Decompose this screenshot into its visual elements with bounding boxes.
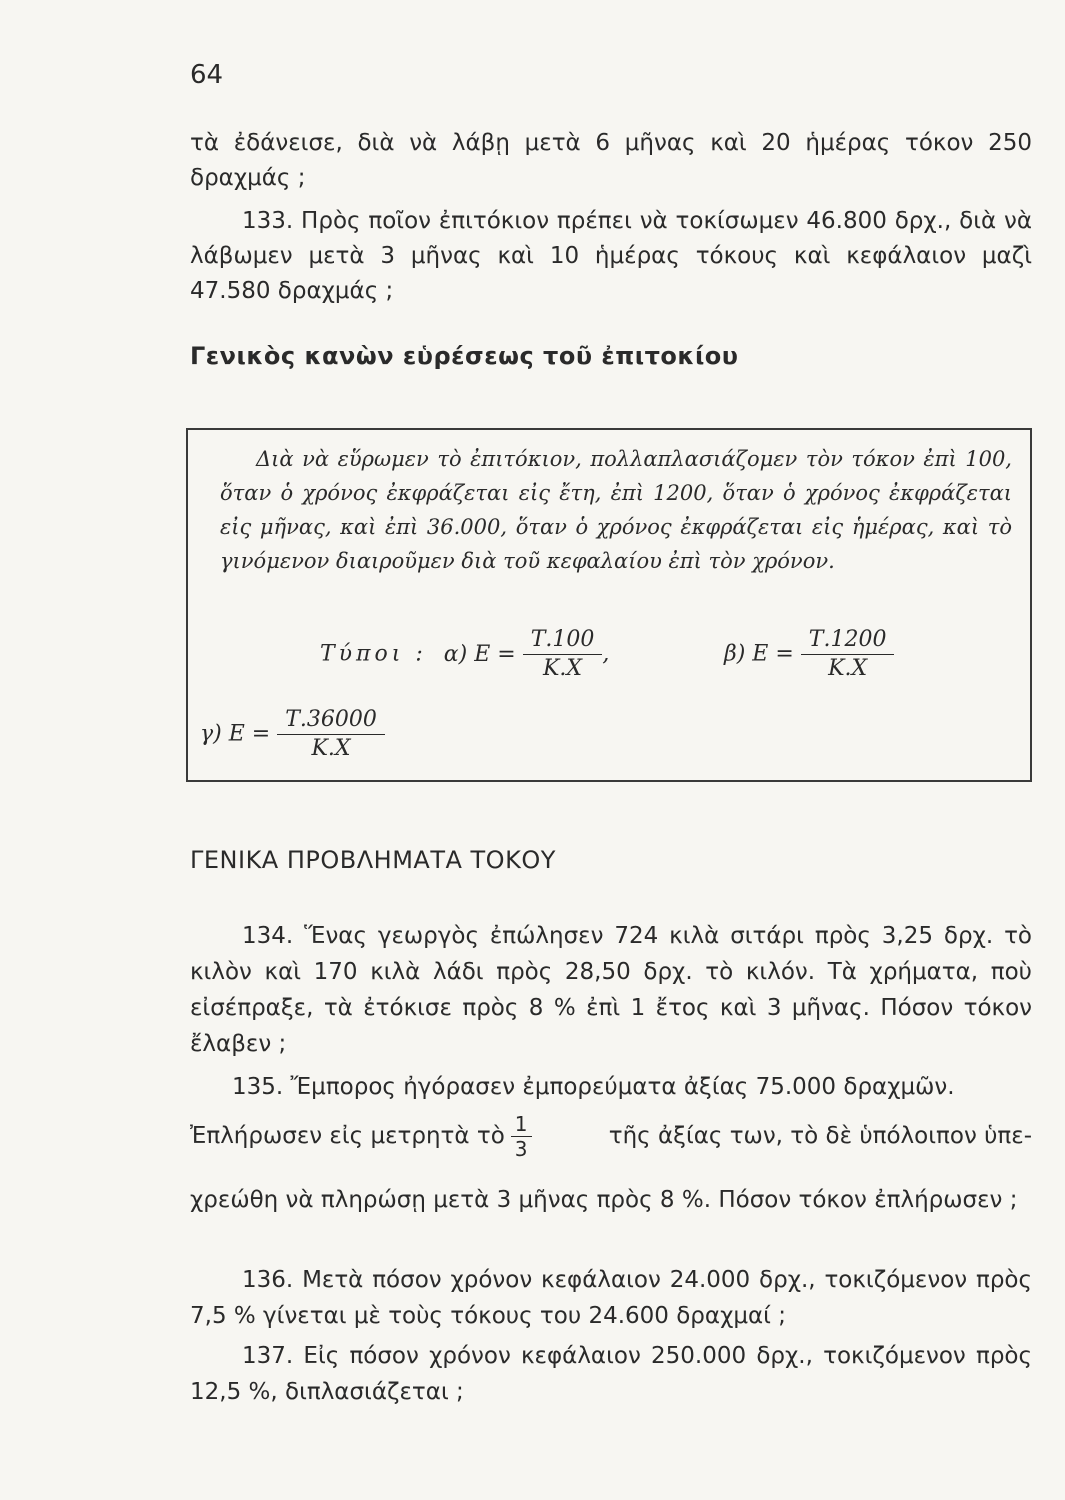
fraction-numerator: 1 [511, 1112, 532, 1137]
problem-135-line2-after: τῆς ἀξίας των, τὸ δὲ ὑπόλοιπον ὑπε- [608, 1123, 1032, 1149]
formula-b-prefix: β) Ε = [724, 641, 794, 667]
formula-c-prefix: γ) Ε = [200, 721, 271, 747]
formula-c-fraction [277, 706, 385, 763]
section-heading: ΓΕΝΙΚΑ ΠΡΟΒΛΗΜΑΤΑ ΤΟΚΟΥ [190, 846, 556, 874]
rule-box [186, 428, 1032, 782]
rule-heading: Γενικὸς κανὼν εὑρέσεως τοῦ ἐπιτοκίου [190, 342, 739, 370]
problem-136: 136. Μετὰ πόσον χρόνον κεφάλαιον 24.000 δρχ., τοκιζόμενον πρὸς 7,5 % γίνεται μὲ τοὺς τόκους του 24.600 δραχμαί ; [190, 1267, 1032, 1329]
problem-137: 137. Εἰς πόσον χρόνον κεφάλαιον 250.000 δρχ., τοκιζόμενον πρὸς 12,5 %, διπλασιάζεται ; [190, 1343, 1032, 1405]
problem-135-line2 [190, 1112, 1032, 1161]
formula-c-denominator: Κ.Χ [311, 736, 351, 761]
formula-a-prefix: α) Ε = [443, 641, 516, 667]
formula-c-numerator: Τ.36000 [277, 706, 385, 735]
formula-c [200, 706, 385, 763]
page-number: 64 [190, 60, 224, 90]
formula-a-fraction [523, 626, 603, 683]
problem-135-rest: χρεώθη νὰ πληρώσῃ μετὰ 3 μῆνας πρὸς 8 %. Πόσον τόκον ἐπλήρωσεν ; [190, 1187, 1018, 1213]
problem-135-line2-before: Ἐπλήρωσεν εἰς μετρητὰ τὸ [190, 1123, 505, 1149]
problem-135-fraction [511, 1112, 532, 1161]
top-paragraph: τὰ ἐδάνεισε, διὰ νὰ λάβῃ μετὰ 6 μῆνας καὶ 20 ἡμέρας τόκον 250 δραχμάς ; [190, 130, 1032, 191]
rule-text-content: Διὰ νὰ εὕρωμεν τὸ ἐπιτόκιον, πολλαπλασιάζομεν τὸν τόκον ἐπὶ 100, ὅταν ὁ χρόνος ἐκφράζεται εἰς ἔτη, ἐπὶ 1200, ὅταν ὁ χρόνος ἐκφράζεται εἰς μῆνας, καὶ ἐπὶ 36.000, ὅταν ὁ χρόνος ἐκφράζεται εἰς ἡμέρας, καὶ τὸ γινόμενον διαιροῦμεν διὰ τοῦ κεφαλαίου ἐπὶ τὸν χρόνον. [220, 447, 1012, 573]
problem-133: 133. Πρὸς ποῖον ἐπιτόκιον πρέπει νὰ τοκίσωμεν 46.800 δρχ., διὰ νὰ λάβωμεν μετὰ 3 μῆνας καὶ 10 ἡμέρας τόκους καὶ κεφάλαιον μαζὶ 47.580 δραχμάς ; [190, 208, 1032, 304]
formula-b [724, 626, 894, 683]
formula-a-numerator: Τ.100 [523, 626, 603, 655]
formula-b-denominator: Κ.Χ [828, 656, 868, 681]
problem-134: 134. Ἕνας γεωργὸς ἐπώλησεν 724 κιλὰ σιτάρι πρὸς 3,25 δρχ. τὸ κιλὸν καὶ 170 κιλὰ λάδι πρὸς 28,50 δρχ. τὸ κιλόν. Τὰ χρήματα, ποὺ εἰσέπραξε, τὰ ἐτόκισε πρὸς 8 % ἐπὶ 1 ἔτος καὶ 3 μῆνας. Πόσον τόκον ἔλαβεν ; [190, 923, 1032, 1057]
problem-135-line1: 135. Ἔμπορος ἠγόρασεν ἐμπορεύματα ἀξίας 75.000 δραχμῶν. [232, 1074, 955, 1100]
formula-b-fraction [801, 626, 895, 683]
formula-a: Τύποι : α) Ε = $\frac{T.100}{K.X}$ , [320, 627, 610, 681]
types-label: Τύποι : [320, 641, 427, 667]
rule-text [220, 442, 1012, 578]
formula-a-denominator: Κ.Χ [543, 656, 583, 681]
formula-b-numerator: Τ.1200 [801, 626, 895, 655]
fraction-denominator: 3 [514, 1137, 528, 1161]
